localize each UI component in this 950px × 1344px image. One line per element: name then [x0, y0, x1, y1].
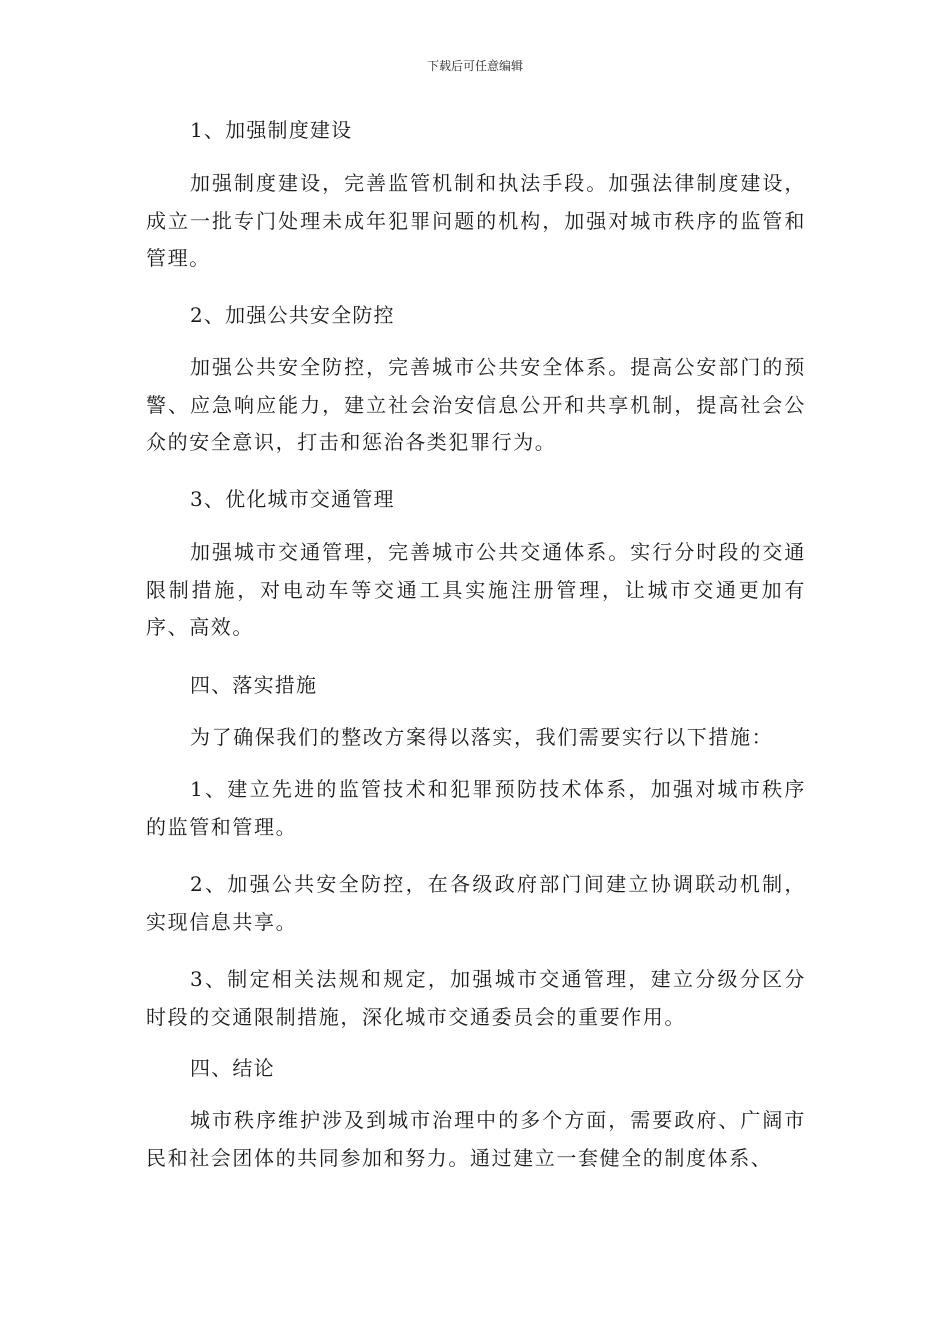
section-heading: 2、加强公共安全防控 — [190, 303, 395, 327]
page-header: 下载后可任意编辑 — [426, 59, 523, 73]
list-item: 1、建立先进的监管技术和犯罪预防技术体系，加强对城市秩序的监管和管理。 — [146, 777, 806, 839]
list-item: 3、制定相关法规和规定，加强城市交通管理，建立分级分区分时段的交通限制措施，深化城市交通委员会的重要作用。 — [146, 967, 806, 1029]
section-heading: 3、优化城市交通管理 — [190, 487, 395, 511]
paragraph: 加强制度建设，完善监管机制和执法手段。加强法律制度建设，成立一批专门处理未成年犯罪问题的机构，加强对城市秩序的监管和管理。 — [146, 171, 806, 270]
list-item: 2、加强公共安全防控，在各级政府部门间建立协调联动机制，实现信息共享。 — [146, 872, 806, 934]
section-heading: 1、加强制度建设 — [190, 118, 353, 142]
paragraph: 为了确保我们的整改方案得以落实，我们需要实行以下措施： — [190, 725, 774, 749]
paragraph: 加强城市交通管理，完善城市公共交通体系。实行分时段的交通限制措施，对电动车等交通工具实施注册管理，让城市交通更加有序、高效。 — [146, 540, 806, 639]
section-heading: 四、落实措施 — [190, 673, 318, 697]
paragraph: 城市秩序维护涉及到城市治理中的多个方面，需要政府、广阔市民和社会团体的共同参加和努力。通过建立一套健全的制度体系、 — [146, 1108, 806, 1170]
section-heading: 四、结论 — [190, 1056, 275, 1080]
paragraph: 加强公共安全防控，完善城市公共安全体系。提高公安部门的预警、应急响应能力，建立社会治安信息公开和共享机制，提高社会公众的安全意识，打击和惩治各类犯罪行为。 — [146, 355, 806, 454]
